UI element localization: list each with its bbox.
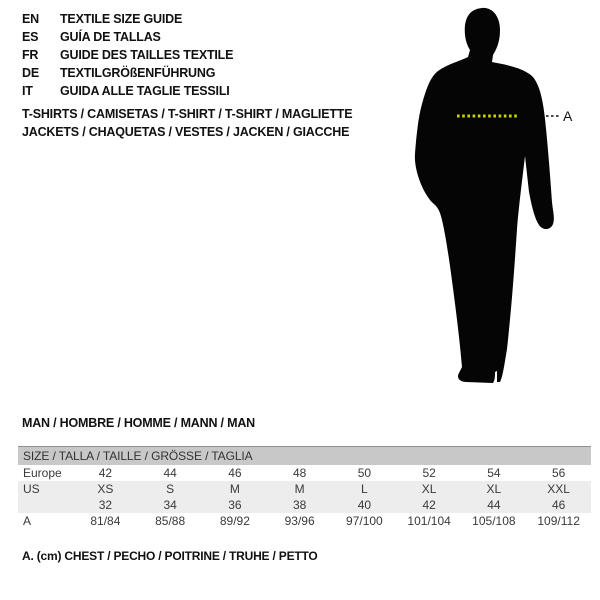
row-label-a: A: [23, 514, 32, 528]
size-cell: 38: [267, 497, 332, 513]
size-cell: 97/100: [346, 514, 383, 528]
size-cell: 54: [487, 466, 501, 480]
measure-label-a: A: [563, 108, 573, 124]
category-tshirts: T-SHIRTS / CAMISETAS / T-SHIRT / T-SHIRT / MAGLIETTE: [22, 107, 353, 121]
size-cell: XS: [73, 481, 138, 497]
language-title: GUÍA DE TALLAS: [60, 30, 161, 44]
size-cell: 93/96: [284, 514, 315, 528]
size-cell: 109/112: [537, 514, 580, 528]
table-row-us: [18, 481, 591, 497]
man-silhouette-figure: [400, 4, 580, 390]
row-label-europe: Europe: [23, 466, 62, 480]
table-row-us-numeric: [18, 497, 591, 513]
size-table-header: SIZE / TALLA / TAILLE / GRÖSSE / TAGLIA: [18, 447, 591, 466]
language-code: ES: [22, 30, 39, 44]
size-cell: 81/84: [90, 514, 121, 528]
size-cell: XL: [397, 481, 462, 497]
language-title-list: [22, 10, 233, 100]
size-cell: 42: [397, 497, 462, 513]
size-cell: 46: [228, 466, 242, 480]
size-cell: 85/88: [155, 514, 186, 528]
language-code: DE: [22, 66, 39, 80]
language-code: FR: [22, 48, 39, 62]
size-cell: 101/104: [407, 514, 451, 528]
size-cell: XL: [462, 481, 527, 497]
size-cell: 44: [462, 497, 527, 513]
size-cell: 42: [98, 466, 113, 480]
language-row-it: [22, 82, 233, 100]
size-cell: M: [203, 481, 268, 497]
size-cell: XXL: [526, 481, 591, 497]
size-cell: M: [267, 481, 332, 497]
language-title: GUIDE DES TAILLES TEXTILE: [60, 48, 234, 62]
size-table-header-row: [18, 447, 591, 466]
size-cell: 36: [203, 497, 268, 513]
language-code: IT: [22, 84, 33, 98]
table-row-chest-a: [18, 513, 591, 529]
size-cell: L: [332, 481, 397, 497]
size-cell: 46: [526, 497, 591, 513]
table-row-europe: [18, 465, 591, 481]
size-cell: 105/108: [472, 514, 516, 528]
man-silhouette: [415, 8, 554, 383]
language-code: EN: [22, 12, 39, 26]
size-cell: 89/92: [219, 514, 250, 528]
size-table: [18, 446, 591, 529]
measurement-caption: A. (cm) CHEST / PECHO / POITRINE / TRUHE / PETTO: [22, 549, 318, 563]
size-cell: 52: [422, 466, 436, 480]
language-title: TEXTILE SIZE GUIDE: [60, 12, 183, 26]
language-title: TEXTILGRÖßENFÜHRUNG: [60, 66, 216, 80]
language-row-en: [22, 10, 233, 28]
language-row-es: [22, 28, 233, 46]
category-jackets: JACKETS / CHAQUETAS / VESTES / JACKEN / GIACCHE: [22, 125, 350, 139]
size-cell: S: [138, 481, 203, 497]
row-label-blank: [18, 497, 73, 513]
garment-categories: [22, 105, 352, 141]
size-cell: 50: [357, 466, 372, 480]
language-title: GUIDA ALLE TAGLIE TESSILI: [60, 84, 230, 98]
size-cell: 40: [332, 497, 397, 513]
language-row-de: [22, 64, 233, 82]
row-label-us: US: [18, 481, 73, 497]
language-row-fr: [22, 46, 233, 64]
section-title-man: MAN / HOMBRE / HOMME / MANN / MAN: [22, 416, 255, 430]
size-cell: 48: [292, 466, 307, 480]
size-cell: 32: [73, 497, 138, 513]
size-cell: 34: [138, 497, 203, 513]
size-cell: 44: [163, 466, 177, 480]
size-cell: 56: [551, 466, 566, 480]
